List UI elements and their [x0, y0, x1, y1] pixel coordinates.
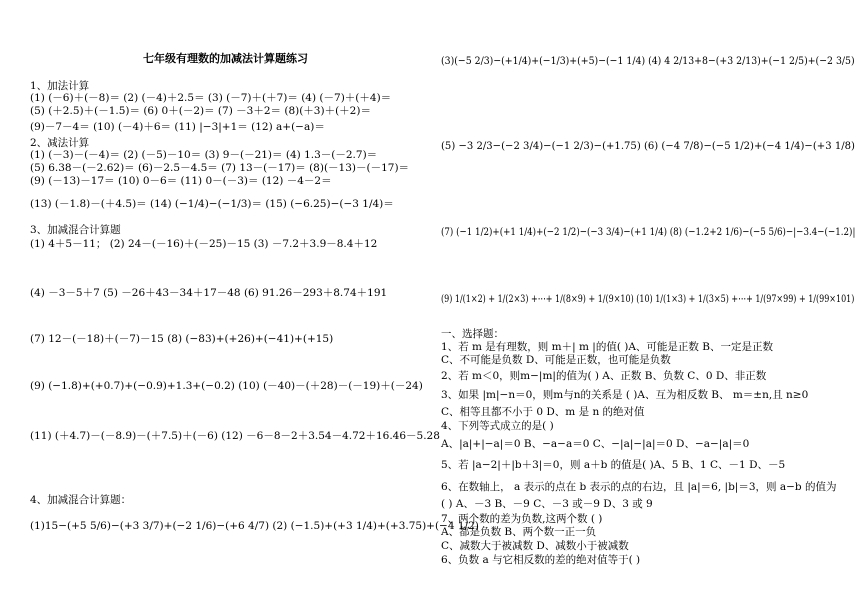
left-line: (5) 6.38－(－2.62)＝ (6)－2.5－4.5＝ (7) 13－(－17)＝ (8)(－13)－(－17)＝ [30, 162, 410, 174]
left-line: 3、加减混合计算题 [30, 224, 121, 236]
right-line: C、减数大于被减数 D、减数小于被减数 [441, 540, 629, 552]
right-line: 2、若 m＜0，则m−|m|的值为( ) A、正数 B、负数 C、0 D、非正数 [441, 370, 767, 382]
right-line: 6、负数 a 与它相反数的差的绝对值等于( ) [441, 554, 641, 566]
right-line: (9) 1/(1×2) + 1/(2×3) +⋯+ 1/(8×9) + 1/(9×10) (10) 1/(1×3) + 1/(3×5) +⋯+ 1/(97×99) + 1/(99×101) [441, 293, 855, 305]
right-line: ( ) A、－3 B、－9 C、－3 或－9 D、3 或 9 [441, 498, 653, 510]
right-line: 1、若 m 是有理数，则 m＋| m |的值( )A、可能是正数 B、一定是正数 [441, 341, 773, 353]
left-line: (1) (－3)－(－4)＝ (2) (－5)－10＝ (3) 9－(－21)＝ (4) 1.3－(－2.7)＝ [30, 149, 378, 161]
left-line: (1) (－6)＋(－8)＝ (2) (－4)＋2.5＝ (3) (－7)＋(＋7)＝ (4) (－7)＋(＋4)＝ [30, 92, 392, 104]
left-line: 2、减法计算 [30, 137, 90, 149]
right-line: C、不可能是负数 D、可能是正数，也可能是负数 [441, 354, 671, 366]
right-line: (5) −3 2/3−(−2 3/4)−(−1 2/3)−(+1.75) (6) (−4 7/8)−(−5 1/2)+(−4 1/4)−(+3 1/8) [441, 140, 855, 152]
left-line: (1) 4＋5－11； (2) 24－(－16)＋(－25)－15 (3) －7.2＋3.9－8.4＋12 [30, 238, 378, 250]
left-line: (13) (－1.8)－(＋4.5)＝ (14) (−1/4)−(−1/3)＝ (15) (−6.25)−(−3 1/4)＝ [30, 198, 394, 210]
right-line: 6、在数轴上， a 表示的点在 b 表示的点的右边，且 |a|＝6, |b|＝3，则 a−b 的值为 [441, 481, 837, 493]
right-line: 4、下列等式成立的是( ) [441, 420, 554, 432]
left-line: 1、加法计算 [30, 80, 90, 92]
right-line: 一、选择题： [441, 328, 504, 340]
left-line: 4、加减混合计算题： [30, 494, 132, 506]
left-line: (9) (－13)－17＝ (10) 0－6＝ (11) 0－(－3)＝ (12) －4－2＝ [30, 175, 332, 187]
right-line: 5、若 |a−2|＋|b＋3|＝0，则 a＋b 的值是( )A、5 B、1 C、－1 D、－5 [441, 459, 786, 471]
right-line: 3、如果 |m|−n＝0，则m与n的关系是 ( )A、互为相反数 B、 m＝±n,且 n≥0 [441, 389, 809, 401]
left-line: (1)15−(+5 5/6)−(+3 3/7)+(−2 1/6)−(+6 4/7) (2) (−1.5)+(+3 1/4)+(+3.75)+(−4 1/2) [30, 520, 479, 532]
right-line: C、相等且都不小于 0 D、m 是 n 的绝对值 [441, 406, 645, 418]
page-title: 七年级有理数的加减法计算题练习 [143, 52, 308, 65]
left-line: (9) (−1.8)+(+0.7)+(−0.9)+1.3+(−0.2) (10) (－40)－(＋28)－(－19)＋(－24) [30, 380, 423, 392]
right-line: A、都是负数 B、两个数一正一负 [441, 526, 597, 538]
right-line: 7、两个数的差为负数,这两个数 ( ) [441, 513, 603, 525]
left-line: (4) －3－5＋7 (5) －26＋43－34＋17－48 (6) 91.26－293＋8.74＋191 [30, 287, 388, 299]
left-line: (9)－7－4＝ (10) (－4)＋6＝ (11) |−3|+1＝ (12) a+(−a)＝ [30, 121, 325, 133]
left-line: (7) 12－(－18)＋(－7)－15 (8) (−83)+(+26)+(−41)+(+15) [30, 333, 334, 345]
left-line: (11) (＋4.7)－(－8.9)－(＋7.5)＋(－6) (12) －6－8－2＋3.54－4.72＋16.46－5.28 [30, 430, 440, 442]
right-line: A、|a|+|−a|＝0 B、−a−a＝0 C、−|a|−|a|＝0 D、−a−|a|＝0 [441, 438, 750, 450]
left-line: (5) (＋2.5)＋(－1.5)＝ (6) 0＋(－2)＝ (7) －3＋2＝ (8)(＋3)＋(＋2)＝ [30, 105, 371, 117]
right-line: (3)(−5 2/3)−(+1/4)+(−1/3)+(+5)−(−1 1/4) (4) 4 2/13+8−(+3 2/13)+(−1 2/5)+(−2 3/5) [441, 55, 855, 67]
right-line: (7) (−1 1/2)+(+1 1/4)+(−2 1/2)−(−3 3/4)−(+1 1/4) (8) (−1.2+2 1/6)−(−5 5/6)−|−3.4−(−1.2)| [441, 226, 856, 238]
